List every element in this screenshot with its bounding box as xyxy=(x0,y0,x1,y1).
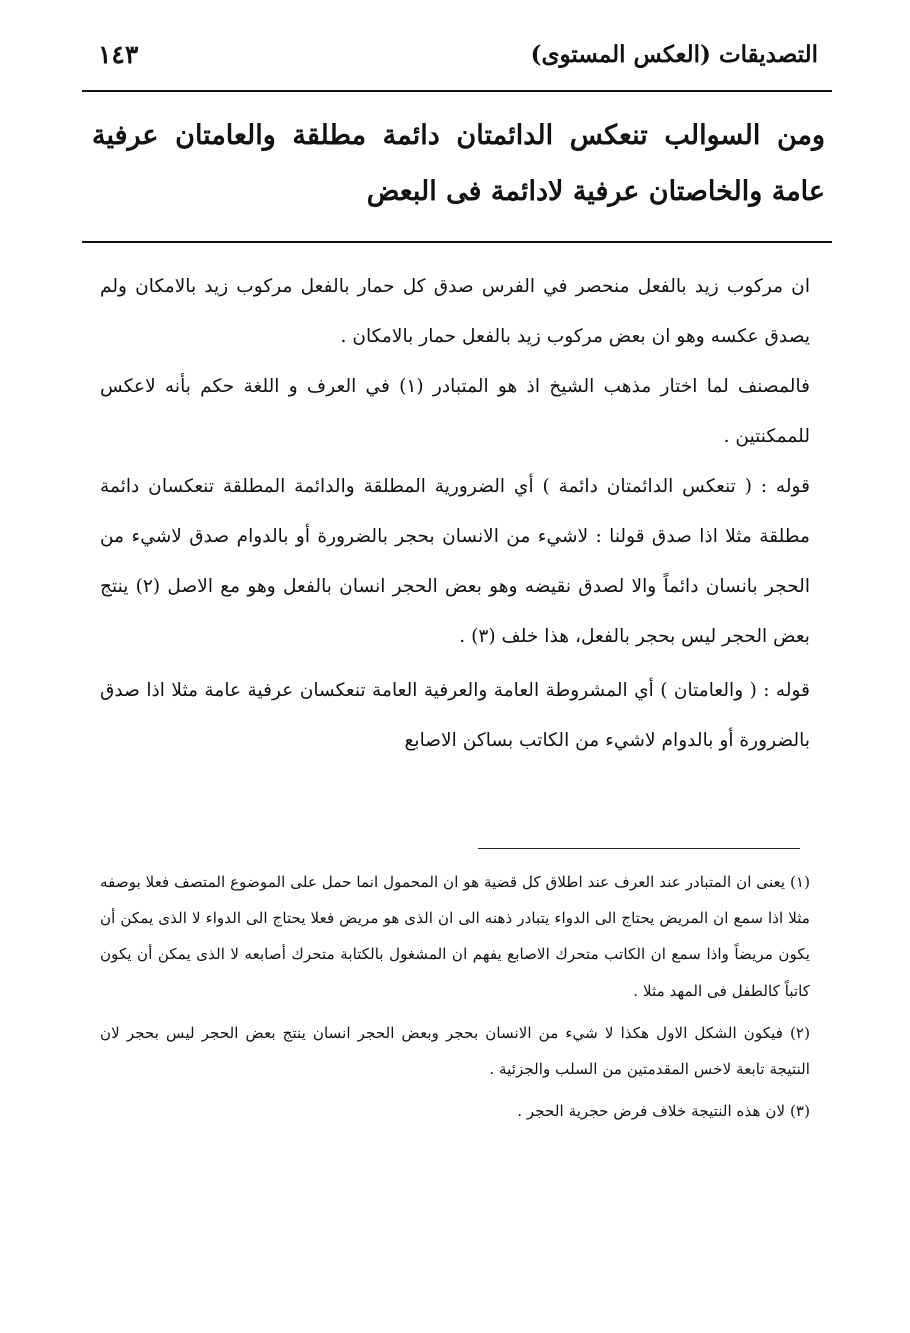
header-rule xyxy=(82,90,832,92)
footnotes xyxy=(100,864,810,1129)
page-header xyxy=(98,34,818,74)
commentary-paragraph-1: ان مركوب زيد بالفعل منحصر في الفرس صدق كل حمار بالفعل مركوب زيد بالامكان ولم يصدق عكسه وهو ان بعض مركوب زيد بالفعل حمار بالامكان . xyxy=(100,276,810,347)
commentary-paragraph-4: قوله : ( والعامتان ) أي المشروطة العامة والعرفية العامة تنعكسان عرفية عامة مثلا اذا صدق بالضرورة أو بالدوام لاشيء من الكاتب بساكن الاصابع xyxy=(100,680,810,751)
running-title: التصديقات (العكس المستوى) xyxy=(530,40,818,68)
matn-separator-rule xyxy=(82,241,832,243)
footnote-2: (٢) فيكون الشكل الاول هكذا لا شيء من الانسان بحجر وبعض الحجر انسان ينتج بعض الحجر ليس بحجر لان النتيجة تابعة لاخس المقدمتين من السلب والجزئية . xyxy=(100,1023,810,1079)
footnote-rule xyxy=(478,848,800,849)
matn-text: ومن السوالب تنعكس الدائمتان دائمة مطلقة والعامتان عرفية عامة والخاصتان عرفية لادائمة فى البعض xyxy=(92,120,825,207)
commentary-paragraph-2: فالمصنف لما اختار مذهب الشيخ اذ هو المتبادر (١) في العرف و اللغة حكم بأنه لاعكس للممكنتين . xyxy=(100,376,811,447)
footnote-3: (٣) لان هذه النتيجة خلاف فرض حجرية الحجر . xyxy=(517,1102,810,1121)
footnote-1: (١) يعنى ان المتبادر عند العرف عند اطلاق كل قضية هو ان المحمول انما حمل على الموضوع المتصف فعلا بوصفه مثلا اذا سمع ان المريض يحتاج الى الدواء يتبادر ذهنه الى ان الذى هو مريض فعلا يحتاج الى الدواء لا الذى يمكن أن يكون مريضاً واذا سمع ان الكاتب متحرك الاصابع يفهم ان المشغول بالكتابة متحرك أصابعه لا الذى يمكن أن يكون كاتباً كالطفل فى المهد مثلا . xyxy=(100,873,810,1000)
page-number: ١٤٣ xyxy=(98,39,139,69)
commentary-body xyxy=(100,262,810,766)
commentary-paragraph-3: قوله : ( تنعكس الدائمتان دائمة ) أي الضرورية المطلقة والدائمة المطلقة تنعكسان دائمة مطلقة مثلا اذا صدق قولنا : لاشيء من الانسان بحجر بالضرورة أو بالدوام صدق لاشيء من الحجر بانسان دائماً والا لصدق نقيضه وهو بعض الحجر انسان بالفعل وهو مع الاصل (٢) ينتج بعض الحجر ليس بحجر بالفعل، هذا خلف (٣) . xyxy=(100,476,810,647)
